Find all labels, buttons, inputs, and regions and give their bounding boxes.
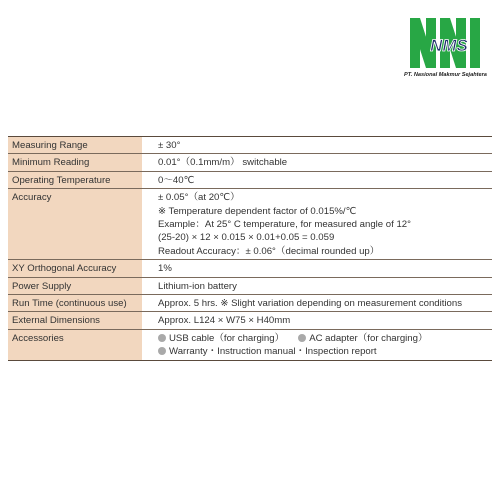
logo-caption: PT. Nasional Makmur Sejahtera bbox=[404, 72, 487, 78]
spec-value-line: 0～40℃ bbox=[158, 174, 195, 186]
spec-label: Run Time (continuous use) bbox=[8, 295, 142, 312]
spec-value-line: Example：At 25° C temperature, for measured angle of 12° bbox=[158, 219, 411, 231]
spec-value-line: 0.01°（0.1mm/m） switchable bbox=[158, 157, 288, 169]
spec-row-accessories bbox=[8, 329, 492, 360]
spec-label: External Dimensions bbox=[8, 312, 142, 329]
company-logo bbox=[404, 14, 494, 82]
spec-label: Measuring Range bbox=[8, 137, 142, 154]
accessory-usb-cable: USB cable（for charging） bbox=[169, 332, 285, 344]
spec-value-line: Lithium-ion battery bbox=[158, 280, 237, 292]
bullet-icon bbox=[298, 334, 306, 342]
spec-label: Accessories bbox=[8, 329, 142, 360]
spec-value-line: Readout Accuracy：± 0.06°（decimal rounded up） bbox=[158, 245, 380, 257]
spec-row bbox=[8, 189, 492, 260]
spec-value-line: ※ Temperature dependent factor of 0.015%/℃ bbox=[158, 205, 357, 217]
spec-value-line: Approx. L124 × W75 × H40mm bbox=[158, 315, 291, 327]
spec-value-line: ± 0.05°（at 20℃） bbox=[158, 192, 240, 204]
spec-label: Power Supply bbox=[8, 277, 142, 294]
spec-row bbox=[8, 260, 492, 277]
accessory-documents: Warranty・Instruction manual・Inspection report bbox=[169, 346, 377, 358]
spec-value bbox=[142, 329, 492, 360]
spec-value-line: ± 30° bbox=[158, 140, 181, 151]
logo-initials: NMS bbox=[430, 36, 468, 55]
spec-value bbox=[142, 260, 492, 277]
nms-logo-mark bbox=[406, 14, 492, 72]
spec-label: Minimum Reading bbox=[8, 154, 142, 171]
spec-value-line: (25-20) × 12 × 0.015 × 0.01+0.05 = 0.059 bbox=[158, 232, 335, 244]
bullet-icon bbox=[158, 334, 166, 342]
spec-label: Operating Temperature bbox=[8, 171, 142, 188]
bullet-icon bbox=[158, 347, 166, 355]
spec-value-line: Approx. 5 hrs. ※ Slight variation depending on measurement conditions bbox=[158, 298, 463, 310]
accessories-line-2 bbox=[158, 345, 488, 358]
spec-row bbox=[8, 277, 492, 294]
accessory-ac-adapter: AC adapter（for charging） bbox=[309, 332, 428, 344]
accessories-line-1 bbox=[158, 332, 488, 345]
spec-value bbox=[142, 171, 492, 188]
spec-value bbox=[142, 137, 492, 154]
spec-value bbox=[142, 189, 492, 260]
specification-table bbox=[8, 136, 492, 361]
spec-value-line: 1% bbox=[158, 263, 172, 275]
spec-label: XY Orthogonal Accuracy bbox=[8, 260, 142, 277]
spec-value bbox=[142, 295, 492, 312]
spec-value bbox=[142, 277, 492, 294]
spec-row bbox=[8, 154, 492, 171]
spec-row bbox=[8, 137, 492, 154]
spec-row bbox=[8, 312, 492, 329]
spec-row bbox=[8, 295, 492, 312]
spec-label: Accuracy bbox=[8, 189, 142, 260]
spec-row bbox=[8, 171, 492, 188]
spec-value bbox=[142, 154, 492, 171]
spec-value bbox=[142, 312, 492, 329]
